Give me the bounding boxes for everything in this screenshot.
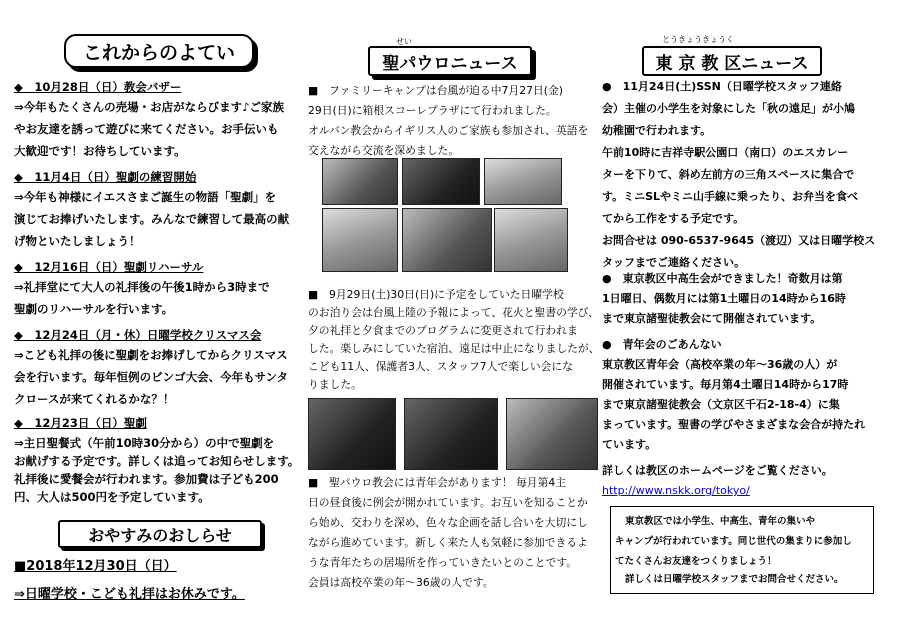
left-column: これからのよてい ◆ 10月28日（日）教会バザー ⇒今年もたくさんの売場・お店がならびます♪ご家族 やお友達を誘って遊びに来てください。お手伝いも 大歓迎です！お待ちしています。 ◆ 11月4日（日）聖劇の練習開始 ⇒今年も神様にイエスさまご誕生の物語「聖劇」を 演じてお捧げいたします。みんなで練習して最高の献 げ物といたしましょう！ ◆ 12月16日（日）聖劇リハーサル ⇒礼拝堂にて大人の礼拝後の午後1時から3時まで 聖劇のリハーサルを行います。 ◆ 12月24日（月・休）日曜学校クリスマス会 ⇒こども礼拝の後に聖劇をお捧げしてからクリスマス 会を行います。毎年恒例のビンゴ大会、今年もサンタ クロースが来てくれるかな？！ ◆ 12月23日（日）聖劇 ⇒主日聖餐式（午前10時30分から）の中で聖劇を お献げする予定です。詳しくは追ってお知らせします。 礼拝後に愛餐会が行われます。参加費は子ども200 円、大人は500円を予定しています。 おやすみのおしらせ ■2018年12月30日（日） ⇒日曜学校・こども礼拝はお休みです。 (14, 0, 299, 624)
camp-photo (402, 208, 492, 272)
contact-note-box: 東京教区では小学生、中高生、青年の集いや キャンプが行われています。同じ世代の集まりに参加し てたくさんお友達をつくりましょう！ 詳しくは日曜学校スタッフまでお問合せください。 (610, 506, 874, 594)
event-date: ◆ 12月23日（日）聖劇 (14, 416, 147, 430)
event-date: ◆ 12月24日（月・休）日曜学校クリスマス会 (14, 328, 262, 342)
camp-photo (322, 208, 398, 272)
camp-photo (322, 158, 398, 205)
event-date: ◆ 10月28日（日）教会バザー (14, 80, 182, 94)
middle-column: せい 聖パウロニュース ■ ファミリーキャンプは台風が迫る中7月27日(金) 29日(日)に箱根スコーレプラザにて行われました。 オルバン教会からイギリス人のご家族も参加され、英語を 交えながら交流を深めました。 ■ 9月29日(土)30日(日)に予定をしていた日曜学校 のお泊り会は台風上陸の予報によって、花火と聖書の学び、 夕の礼拝と夕食までのプログラムに変更されて行われま した。楽しみにしていた宿泊、遠足は中止になりましたが、 こども11人、保護者3人、スタッフ7人で楽しい会にな りました。 ■ 聖パウロ教会には青年会があります！ 毎月第4主 日の昼食後に例会が開かれています。お互いを知ることか ら始め、交わりを深め、色々な企画を話し合いを大切にし ながら進めています。新しく来た人も気軽に参加できるよ うな青年たちの居場所を作っていきたいとのことです。 会員は高校卒業の年～36歳の人です。 (308, 37, 600, 589)
camp-photo (484, 158, 562, 205)
holiday-header: おやすみのおしらせ (58, 520, 262, 548)
right-column: とうきょうきょうく 東 京 教 区ニュース ● 11月24日(土)SSN（日曜学校スタッフ連絡 会）主催の小学生を対象にした「秋の遠足」が小鳩 幼稚園で行われます。 午前10時に吉祥寺駅公園口（南口）のエスカレー ターを下りて、斜め左前方の三角スペースに集合で す。ミニSLやミニ山手線に乗ったり、お弁当を食べ てから工作をする予定です。 お問合せは 090-6537-9645（渡辺）又は日曜学校ス タッフまでご連絡ください。 ● 東京教区中高生会ができました！奇数月は第 1日曜日、偶数月には第1土曜日の14時から16時 まで東京諸聖徒教会にて開催されています。 ● 青年会のごあんない 東京教区青年会（高校卒業の年～36歳の人）が 開催されています。毎月第4土曜日14時から17時 まで東京諸聖徒教会（文京区千石2-18-4）に集 まっています。聖書の学びやさまざまな会合が持たれ ています。 詳しくは教区のホームページをご覧ください。 http://www.nskk.org/tokyo/ 東京教区では小学生、中高生、青年の集いや キャンプが行われています。同じ世代の集まりに参加し てたくさんお友達をつくりましょう！ 詳しくは日曜学校スタッフまでお問合せください。 (602, 0, 892, 624)
st-paul-news-header: 聖パウロニュース (368, 46, 532, 76)
event-date: ◆ 12月16日（日）聖劇リハーサル (14, 260, 204, 274)
holiday-text: ⇒日曜学校・こども礼拝はお休みです。 (14, 587, 245, 602)
schedule-header: これからのよてい (64, 34, 254, 68)
sleepover-photo (404, 398, 498, 470)
event-date: ◆ 11月4日（日）聖劇の練習開始 (14, 170, 197, 184)
sleepover-photo (308, 398, 396, 470)
header-ruby: せい (396, 37, 412, 46)
header-ruby: とうきょうきょうく (662, 35, 734, 44)
camp-photo (494, 208, 568, 272)
holiday-date: ■2018年12月30日（日） (14, 559, 177, 574)
sleepover-photo (506, 398, 598, 470)
camp-photo (402, 158, 480, 205)
diocese-website-link[interactable]: http://www.nskk.org/tokyo/ (602, 484, 750, 497)
tokyo-news-header: 東 京 教 区ニュース (642, 46, 822, 76)
